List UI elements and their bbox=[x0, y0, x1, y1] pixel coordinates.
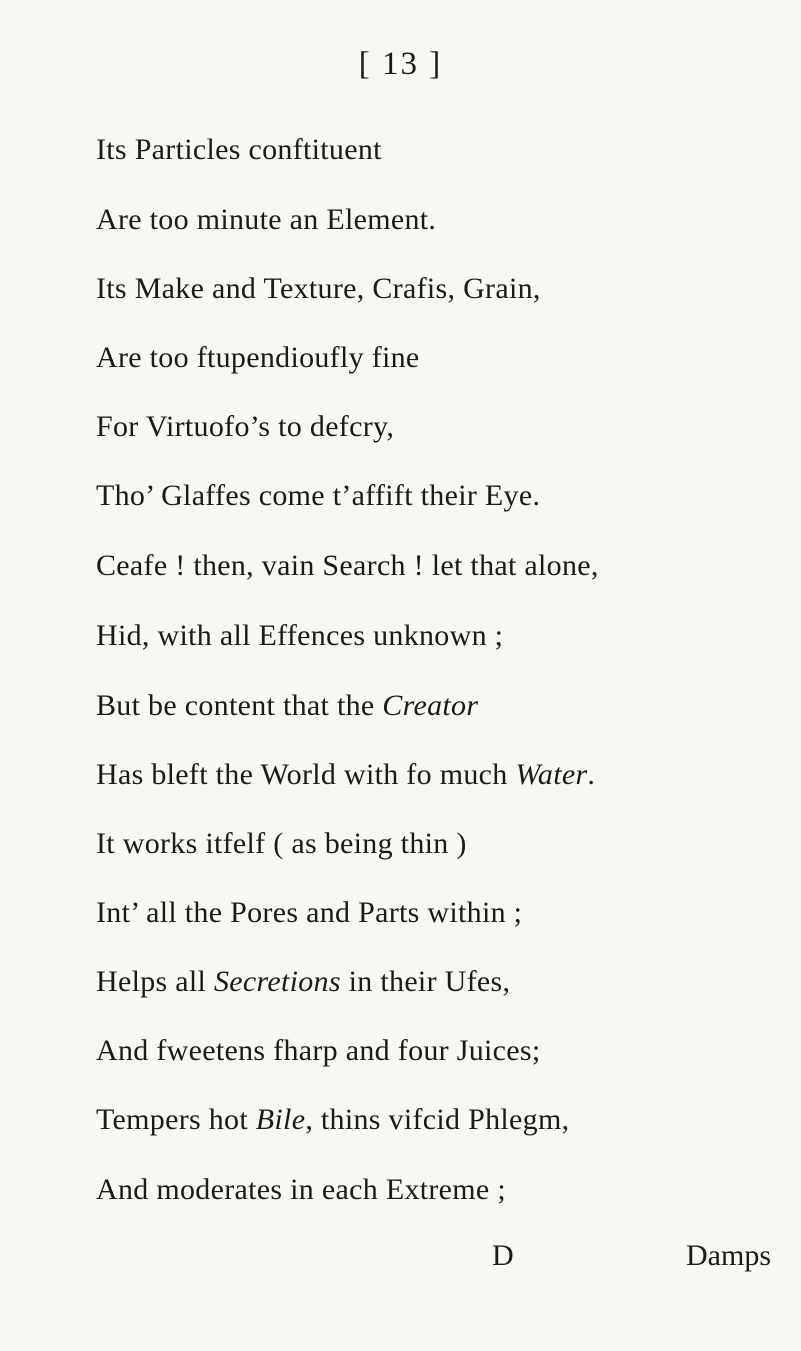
signature-mark: D bbox=[492, 1239, 514, 1272]
verse-text: Tho’ Glaffes come t’affift their Eye. bbox=[96, 479, 541, 512]
catchword: Damps bbox=[686, 1239, 771, 1272]
verse-text: . bbox=[587, 758, 596, 791]
italic-word: Secretions bbox=[213, 965, 341, 998]
verse-line bbox=[96, 269, 541, 309]
italic-word: Creator bbox=[382, 689, 479, 722]
verse-text: Ceafe ! then, vain Search ! let that alone, bbox=[96, 549, 599, 582]
verse-line bbox=[96, 755, 595, 795]
verse-line bbox=[96, 338, 420, 378]
verse-line bbox=[96, 1031, 541, 1071]
verse-text: Has bleft the World with fo much bbox=[96, 758, 516, 791]
verse-text: And fweetens fharp and four Juices; bbox=[96, 1034, 541, 1067]
verse-line bbox=[96, 476, 540, 516]
italic-word: Bile bbox=[255, 1103, 306, 1136]
verse-text: But be content that the bbox=[96, 689, 383, 722]
verse-line bbox=[96, 962, 510, 1002]
italic-word: Water bbox=[515, 758, 588, 791]
verse-text: Int’ all the Pores and Parts within ; bbox=[96, 896, 523, 929]
verse-line bbox=[96, 407, 394, 447]
verse-text: Its Particles conftituent bbox=[96, 133, 382, 166]
verse-line bbox=[96, 200, 436, 240]
verse-text: It works itfelf ( as being thin ) bbox=[96, 827, 467, 860]
verse-text: Its Make and Texture, Crafis, Grain, bbox=[96, 272, 541, 305]
verse-line bbox=[96, 686, 478, 726]
verse-text: in their Ufes, bbox=[340, 965, 511, 998]
verse-text: Are too ftupendioufly fine bbox=[96, 341, 420, 374]
verse-text: Hid, with all Effences unknown ; bbox=[96, 619, 504, 652]
verse-line bbox=[96, 893, 522, 933]
verse-text: And moderates in each Extreme ; bbox=[96, 1173, 506, 1206]
verse-line bbox=[96, 1100, 569, 1140]
verse-line bbox=[96, 1170, 506, 1210]
verse-line bbox=[96, 824, 467, 864]
verse-line bbox=[96, 546, 599, 586]
verse-line bbox=[96, 130, 382, 170]
page-number: [ 13 ] bbox=[358, 46, 443, 82]
verse-text: Helps all bbox=[96, 965, 214, 998]
verse-line bbox=[96, 616, 503, 656]
verse-text: Are too minute an Element. bbox=[96, 203, 437, 236]
verse-text: , thins vifcid Phlegm, bbox=[305, 1103, 570, 1136]
verse-text: Tempers hot bbox=[96, 1103, 256, 1136]
verse-text: For Virtuofo’s to defcry, bbox=[96, 410, 395, 443]
